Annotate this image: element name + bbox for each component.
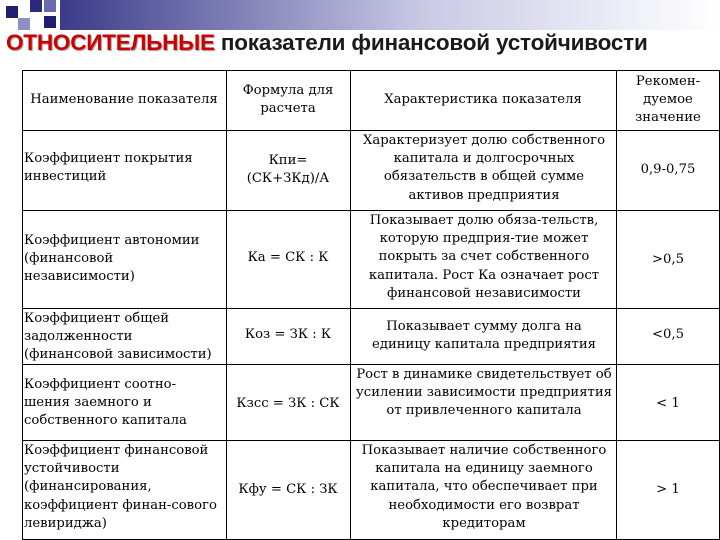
decor-square: [18, 18, 30, 30]
table-divider: [350, 70, 351, 540]
row-2-formula: Ка = СК : К: [247, 249, 329, 265]
row-5-description: Показывает наличие собственного капитала на единицу заемного капитала, что обеспечивает при необходимости его возврат кредиторам: [361, 443, 607, 531]
header-description: Характеристика показателя: [384, 91, 582, 107]
title-highlight: ОТНОСИТЕЛЬНЫЕ: [6, 30, 215, 55]
table-divider: [226, 70, 227, 540]
row-4-formula: Кзсс = ЗК : СК: [236, 395, 340, 411]
row-5-formula: Кфу = СК : ЗК: [238, 481, 338, 497]
row-4-name: Коэффициент соотно-шения заемного и собственного капитала: [24, 377, 187, 429]
decor-square: [44, 16, 56, 28]
header-formula: Формула для расчета: [242, 82, 334, 116]
row-3-name: Коэффициент общей задолженности (финансовой зависимости): [24, 311, 212, 363]
row-3-value: <0,5: [651, 326, 685, 342]
title-rest: показатели финансовой устойчивости: [214, 30, 648, 55]
row-3-formula: Коз = ЗК : К: [244, 326, 332, 342]
page-title: [6, 30, 716, 64]
row-2-description: Показывает долю обяза-тельств, которую предприя-тие может покрыть за счет собственного капитала. Рост Ка означает рост финансовой независимости: [368, 213, 600, 301]
table-divider: [616, 70, 617, 540]
row-4-description: Рост в динамике свидетельствует об усилении зависимости предприятия от привлеченного капитала: [356, 367, 612, 419]
row-1-name: Коэффициент покрытия инвестиций: [24, 151, 193, 185]
row-5-name: Коэффициент финансовой устойчивости (финансирования, коэффициент финан-сового левириджа): [24, 443, 217, 531]
row-5-value: > 1: [656, 481, 680, 497]
row-2-name: Коэффициент автономии (финансовой независимости): [24, 233, 200, 285]
row-1-value: 0,9-0,75: [640, 161, 696, 177]
decor-square: [30, 0, 42, 12]
header-name: Наименование показателя: [30, 91, 218, 107]
row-1-formula: Кпи= (СК+ЗКд)/А: [246, 152, 330, 186]
decor-square: [44, 0, 56, 12]
header-gradient-bar: [60, 0, 720, 30]
table-divider: [22, 70, 23, 540]
row-2-value: >0,5: [651, 251, 685, 267]
row-1-description: Характеризует долю собственного капитала и долгосрочных обязательств в общей сумме активов предприятия: [362, 133, 606, 203]
row-3-description: Показывает сумму долга на единицу капитала предприятия: [372, 319, 596, 353]
header-decoration: [0, 0, 720, 30]
header-recommended: Рекомен-дуемое значение: [635, 73, 701, 126]
row-4-value: < 1: [656, 395, 680, 411]
decor-square: [6, 6, 18, 18]
